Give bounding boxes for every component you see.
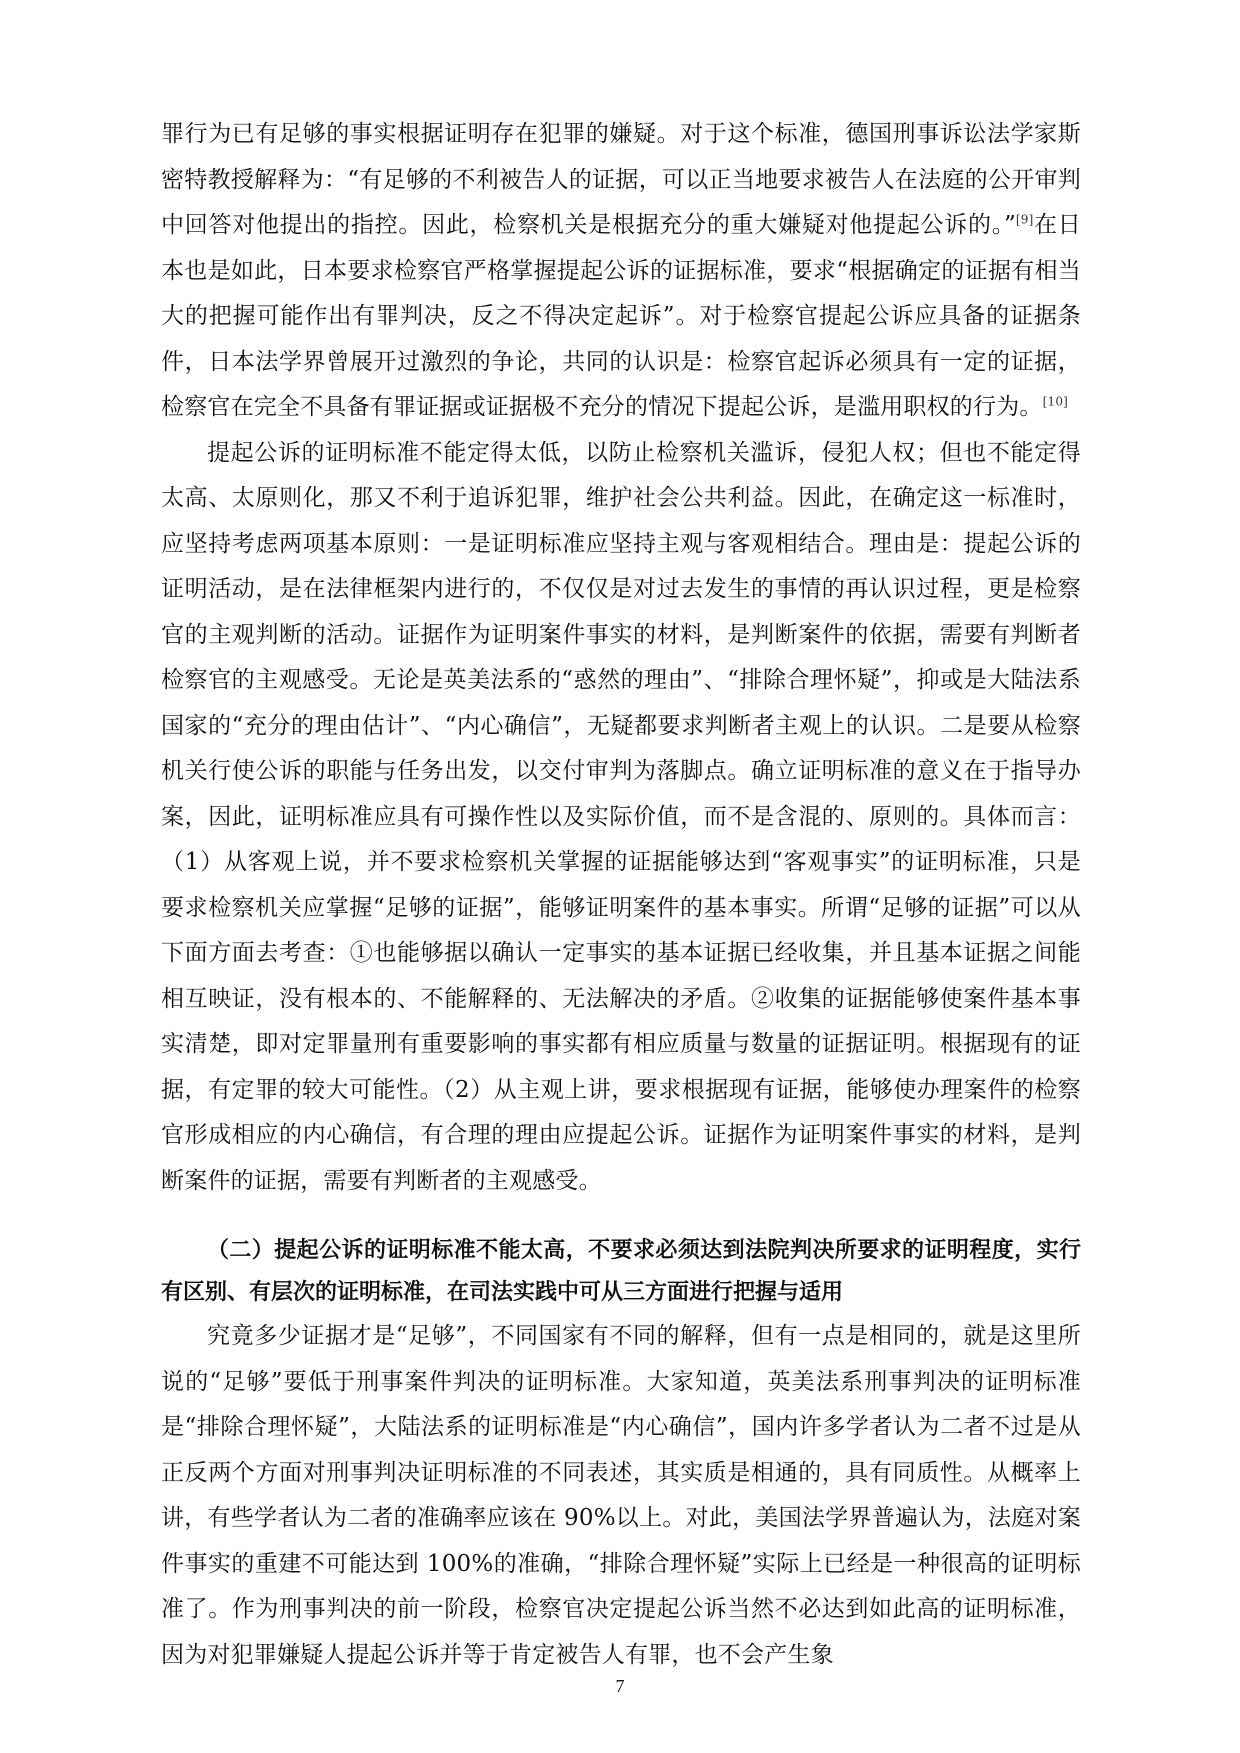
paragraph-3: 究竟多少证据才是“足够”，不同国家有不同的解释，但有一点是相同的，就是这里所说的“足够”要低于刑事案件判决的证明标准。大家知道，英美法系刑事判决的证明标准是“排除合理怀疑”，大陆法系的证明标准是“内心确信”，国内许多学者认为二者不过是从正反两个方面对刑事判决证明标准的不同表述，其实质是相通的，具有同质性。从概率上讲，有些学者认为二者的准确率应该在 90%以上。对此，美国法学界普遍认为，法庭对案件事实的重建不可能达到 100%的准确，“排除合理怀疑”实际上已经是一种很高的证明标准了。作为刑事判决的前一阶段，检察官决定提起公诉当然不必达到如此高的证明标准，因为对犯罪嫌疑人提起公诉并等于肯定被告人有罪，也不会产生象 bbox=[161, 1323, 1081, 1668]
page-body bbox=[161, 112, 1081, 1678]
section-heading: （二）提起公诉的证明标准不能太高，不要求必须达到法院判决所要求的证明程度，实行有区别、有层次的证明标准，在司法实践中可从三方面进行把握与适用 bbox=[161, 1238, 1081, 1305]
page-number: 7 bbox=[615, 1676, 625, 1696]
paragraph-1 bbox=[161, 112, 1081, 431]
paragraph-1-text-b: 在日本也是如此，日本要求检察官严格掌握提起公诉的证据标准，要求“根据确定的证据有相当大的把握可能作出有罪判决，反之不得决定起诉”。对于检察官提起公诉应具备的证据条件，日本法学界曾展开过激烈的争论，共同的认识是：检察官起诉必须具有一定的证据，检察官在完全不具备有罪证据或证据极不充分的情况下提起公诉，是滥用职权的行为。 bbox=[161, 212, 1081, 420]
citation-10: [10] bbox=[1042, 394, 1069, 409]
paragraph-2: 提起公诉的证明标准不能定得太低，以防止检察机关滥诉，侵犯人权；但也不能定得太高、太原则化，那又不利于追诉犯罪，维护社会公共利益。因此，在确定这一标准时，应坚持考虑两项基本原则：一是证明标准应坚持主观与客观相结合。理由是：提起公诉的证明活动，是在法律框架内进行的，不仅仅是对过去发生的事情的再认识过程，更是检察官的主观判断的活动。证据作为证明案件事实的材料，是判断案件的依据，需要有判断者检察官的主观感受。无论是英美法系的“惑然的理由”、“排除合理怀疑”，抑或是大陆法系国家的“充分的理由估计”、“内心确信”，无疑都要求判断者主观上的认识。二是要从检察机关行使公诉的职能与任务出发，以交付审判为落脚点。确立证明标准的意义在于指导办案，因此，证明标准应具有可操作性以及实际价值，而不是含混的、原则的。具体而言：（1）从客观上说，并不要求检察机关掌握的证据能够达到“客观事实”的证明标准，只是要求检察机关应掌握“足够的证据”，能够证明案件的基本事实。所谓“足够的证据”可以从下面方面去考查：①也能够据以确认一定事实的基本证据已经收集，并且基本证据之间能相互映证，没有根本的、不能解释的、无法解决的矛盾。②收集的证据能够使案件基本事实清楚，即对定罪量刑有重要影响的事实都有相应质量与数量的证据证明。根据现有的证据，有定罪的较大可能性。（2）从主观上讲，要求根据现有证据，能够使办理案件的检察官形成相应的内心确信，有合理的理由应提起公诉。证据作为证明案件事实的材料，是判断案件的证据，需要有判断者的主观感受。 bbox=[161, 439, 1081, 1194]
paragraph-1-text-a: 罪行为已有足够的事实根据证明存在犯罪的嫌疑。对于这个标准，德国刑事诉讼法学家斯密特教授解释为：“有足够的不利被告人的证据，可以正当地要求被告人在法庭的公开审判中回答对他提出的指控。因此，检察机关是根据充分的重大嫌疑对他提起公诉的。” bbox=[161, 121, 1081, 238]
citation-9: [9] bbox=[1015, 212, 1034, 227]
